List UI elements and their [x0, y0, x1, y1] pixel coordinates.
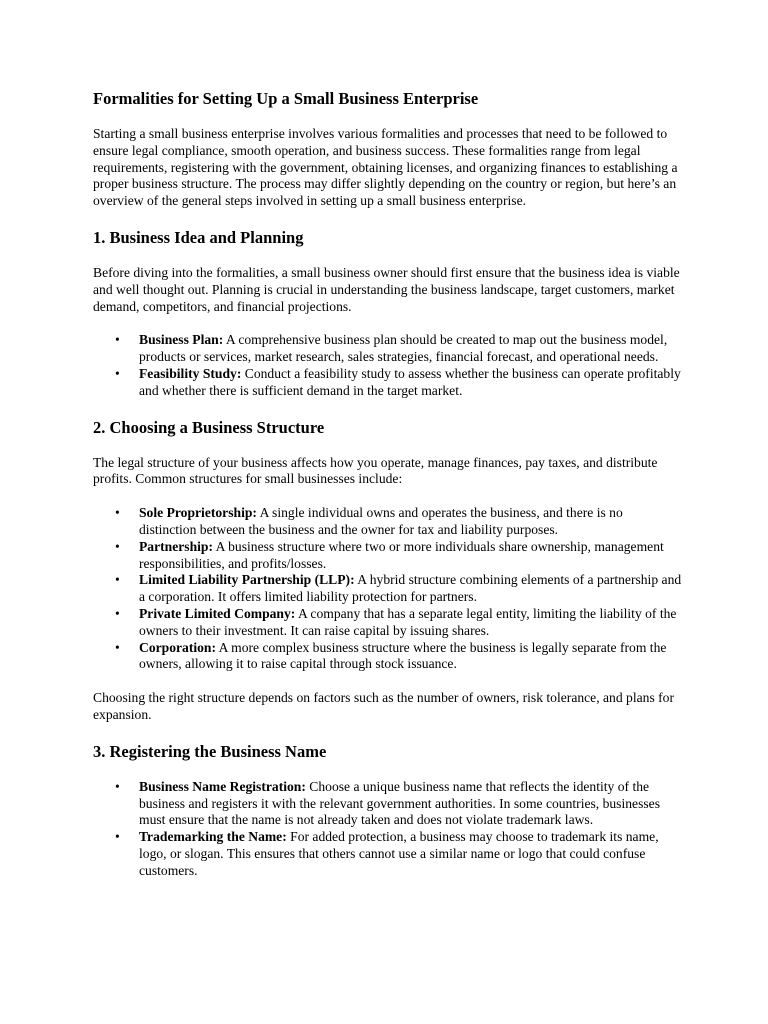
- bullet-icon: •: [115, 829, 120, 845]
- list-item: [115, 538, 683, 573]
- list-item-term: Limited Liability Partnership (LLP):: [139, 572, 355, 588]
- list-item: [115, 639, 683, 674]
- list-item-term: Trademarking the Name:: [139, 829, 287, 845]
- bullet-icon: •: [115, 572, 120, 588]
- list-item-text: A business structure where two or more individuals share ownership, management responsibilities, and profits/losses.: [139, 538, 664, 571]
- list-item-text: A single individual owns and operates the business, and there is no distinction between the business and the owner for tax and liability purposes.: [139, 505, 623, 537]
- list-item: [115, 572, 683, 606]
- list-item-text: A hybrid structure combining elements of a partnership and a corporation. It offers limited liability protection for partners.: [139, 572, 682, 605]
- list-item-text: For added protection, a business may choose to trademark its name, logo, or slogan. This ensures that others cannot use a similar name or logo that could confuse customers.: [139, 829, 659, 878]
- section-heading-business-idea: 1. Business Idea and Planning: [93, 227, 304, 247]
- list-item: [115, 332, 683, 366]
- list-item-term: Private Limited Company:: [139, 605, 296, 621]
- section-paragraph: The legal structure of your business affects how you operate, manage finances, pay taxes, and distribute profits. Common structures for small businesses include:: [93, 454, 658, 487]
- bullet-icon: •: [115, 538, 120, 554]
- section-closing-paragraph: Choosing the right structure depends on factors such as the number of owners, risk tolerance, and plans for expansion.: [93, 690, 674, 722]
- document-page: [93, 88, 683, 897]
- list-item-term: Business Name Registration:: [139, 778, 306, 794]
- list-item-text: A company that has a separate legal entity, limiting the liability of the owners to their investment. It can raise capital by issuing shares.: [139, 605, 677, 638]
- list-item-text: A comprehensive business plan should be created to map out the business model, products or services, market research, sales strategies, financial forecast, and operational needs.: [139, 332, 668, 365]
- bullet-list: [93, 332, 683, 399]
- list-item-term: Partnership:: [139, 538, 214, 554]
- list-item: [115, 505, 683, 539]
- bullet-icon: •: [115, 365, 120, 381]
- list-item-text: Choose a unique business name that reflects the identity of the business and registers it with the relevant government authorities. In some countries, businesses must ensure that the name is not already taken and does not violate trademark laws.: [139, 778, 660, 828]
- list-item-term: Sole Proprietorship:: [139, 505, 257, 521]
- list-item-term: Business Plan:: [139, 332, 224, 348]
- list-item: [115, 778, 683, 829]
- bullet-list: [93, 505, 683, 673]
- bullet-icon: •: [115, 778, 120, 794]
- document-title: Formalities for Setting Up a Small Business Enterprise: [93, 89, 479, 108]
- bullet-list: [93, 779, 683, 880]
- list-item-term: Corporation:: [139, 639, 217, 655]
- bullet-icon: •: [115, 505, 120, 521]
- list-item-term: Feasibility Study:: [139, 365, 242, 381]
- bullet-icon: •: [115, 332, 120, 348]
- list-item-text: Conduct a feasibility study to assess whether the business can operate profitably and whether there is sufficient demand in the target market.: [139, 365, 681, 398]
- list-item: [115, 365, 683, 400]
- intro-paragraph: Starting a small business enterprise involves various formalities and processes that need to be followed to ensure legal compliance, smooth operation, and business success. These formalities range from legal requirements, registering with the government, obtaining licenses, and organizing finances to establishing a proper business structure. The process may differ slightly depending on the country or region, but here’s an overview of the general steps involved in setting up a small business enterprise.: [93, 126, 678, 209]
- section-heading-business-name: 3. Registering the Business Name: [93, 741, 327, 761]
- bullet-icon: •: [115, 605, 120, 621]
- section-heading-business-structure: 2. Choosing a Business Structure: [93, 417, 325, 437]
- section-paragraph: Before diving into the formalities, a small business owner should first ensure that the business idea is viable and well thought out. Planning is crucial in understanding the business landscape, target customers, market demand, competitors, and financial projections.: [93, 264, 680, 314]
- list-item: [115, 829, 683, 879]
- list-item: [115, 605, 683, 640]
- bullet-icon: •: [115, 639, 120, 655]
- list-item-text: A more complex business structure where the business is legally separate from the owners, allowing it to raise capital through stock issuance.: [139, 639, 667, 672]
